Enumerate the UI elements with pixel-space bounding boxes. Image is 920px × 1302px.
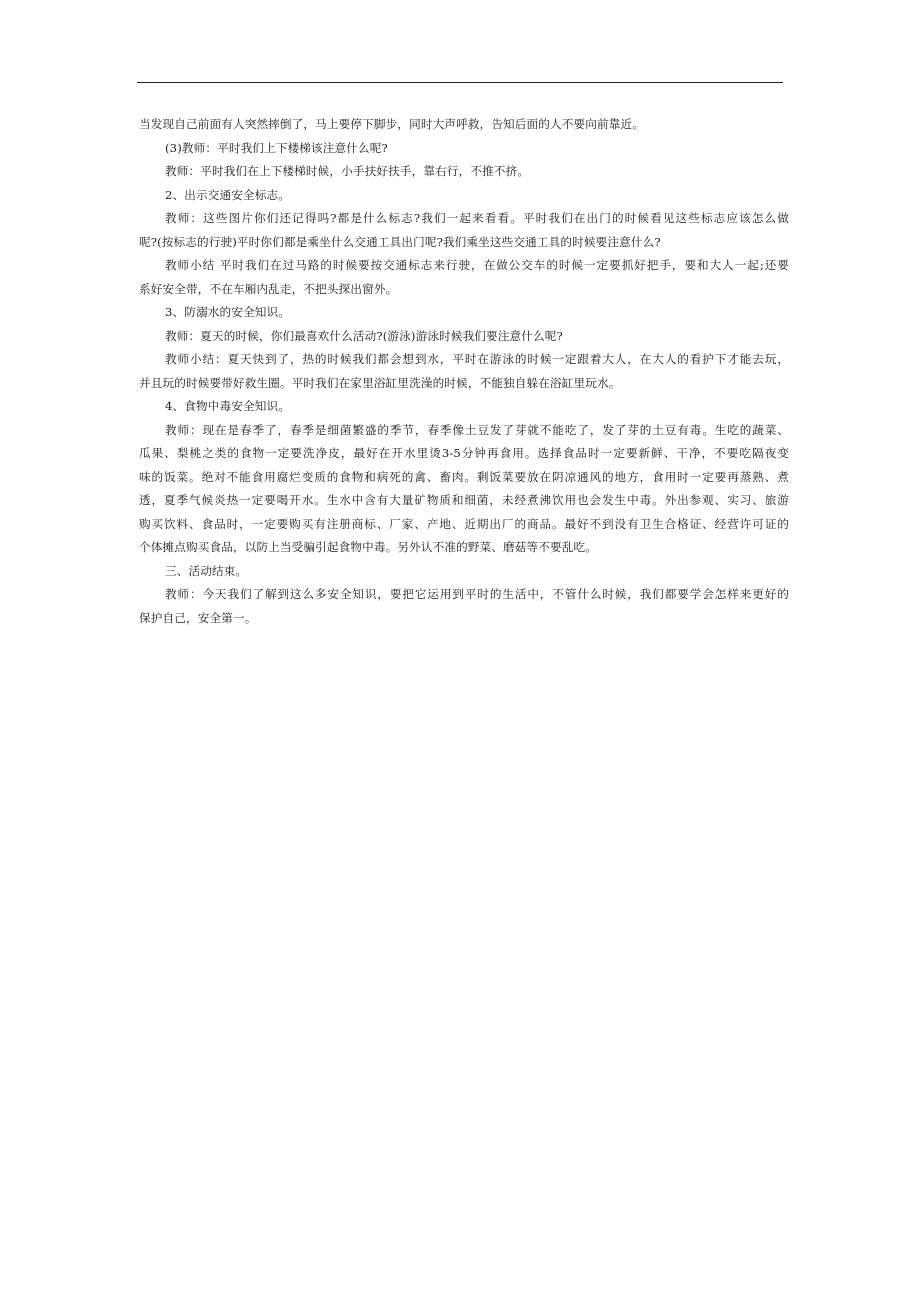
- text-line: 并且玩的时候要带好救生圈。平时我们在家里浴缸里洗澡的时候，不能独自躲在浴缸里玩水。: [139, 375, 621, 390]
- text-line: 当发现自己前面有人突然摔倒了，马上要停下脚步，同时大声呼救，告知后面的人不要向前靠近。: [139, 117, 644, 131]
- text-line: 三、活动结束。: [165, 563, 248, 578]
- header-rule: [137, 82, 783, 83]
- document-body: [139, 113, 789, 630]
- text-line: 味的饭菜。绝对不能食用腐烂变质的食物和病死的禽、畜肉。剩饭菜要放在阴凉通风的地方，食用时一定要再蒸熟、煮: [139, 469, 789, 484]
- text-line: (3)教师：平时我们上下楼梯该注意什么呢?: [165, 140, 388, 155]
- text-line: 教师小结 平时我们在过马路的时候要按交通标志来行驶，在做公交车的时候一定要抓好把手，要和大人一起;还要: [165, 258, 789, 272]
- text-line: 教师：夏天的时候，你们最喜欢什么活动?(游泳)游泳时候我们要注意什么呢?: [165, 328, 563, 343]
- text-line: 呢?(按标志的行驶)平时你们都是乘坐什么交通工具出门呢?我们乘坐这些交通工具的时候要注意什么?: [139, 234, 661, 249]
- text-line: 购买饮料、食品时，一定要购买有注册商标、厂家、产地、近期出厂的商品。最好不到没有卫生合格证、经营许可证的: [139, 516, 789, 531]
- text-line: 教师：现在是春季了，春季是细菌繁盛的季节，春季像土豆发了芽就不能吃了，发了芽的土豆有毒。生吃的蔬菜、: [165, 422, 789, 437]
- text-line: 教师：今天我们了解到这么多安全知识，要把它运用到平时的生活中，不管什么时候，我们都要学会怎样来更好的: [165, 587, 789, 601]
- text-line: 瓜果、梨桃之类的食物一定要洗净皮，最好在开水里烫3-5分钟再食用。选择食品时一定要新鲜、干净，不要吃隔夜变: [139, 446, 789, 460]
- text-line: 2、出示交通安全标志。: [165, 187, 290, 202]
- text-line: 透，夏季气候炎热一定要喝开水。生水中含有大量矿物质和细菌，未经煮沸饮用也会发生中毒。外出参观、实习、旅游: [139, 493, 789, 507]
- text-line: 教师小结：夏天快到了，热的时候我们都会想到水，平时在游泳的时候一定跟着大人，在大人的看护下才能去玩，: [165, 352, 789, 366]
- text-line: 3、防溺水的安全知识。: [165, 305, 290, 319]
- text-line: 保护自己，安全第一。: [139, 610, 257, 625]
- text-line: 系好安全带，不在车厢内乱走，不把头探出窗外。: [139, 281, 398, 296]
- text-line: 教师：平时我们在上下楼梯时候，小手扶好扶手，靠右行，不推不挤。: [165, 164, 530, 178]
- text-line: 教师：这些图片你们还记得吗?都是什么标志?我们一起来看看。平时我们在出门的时候看见这些标志应该怎么做: [165, 211, 789, 225]
- text-line: 4、食物中毒安全知识。: [165, 399, 290, 413]
- text-line: 个体摊点购买食品，以防上当受骗引起食物中毒。另外认不准的野菜、磨菇等不要乱吃。: [139, 540, 598, 554]
